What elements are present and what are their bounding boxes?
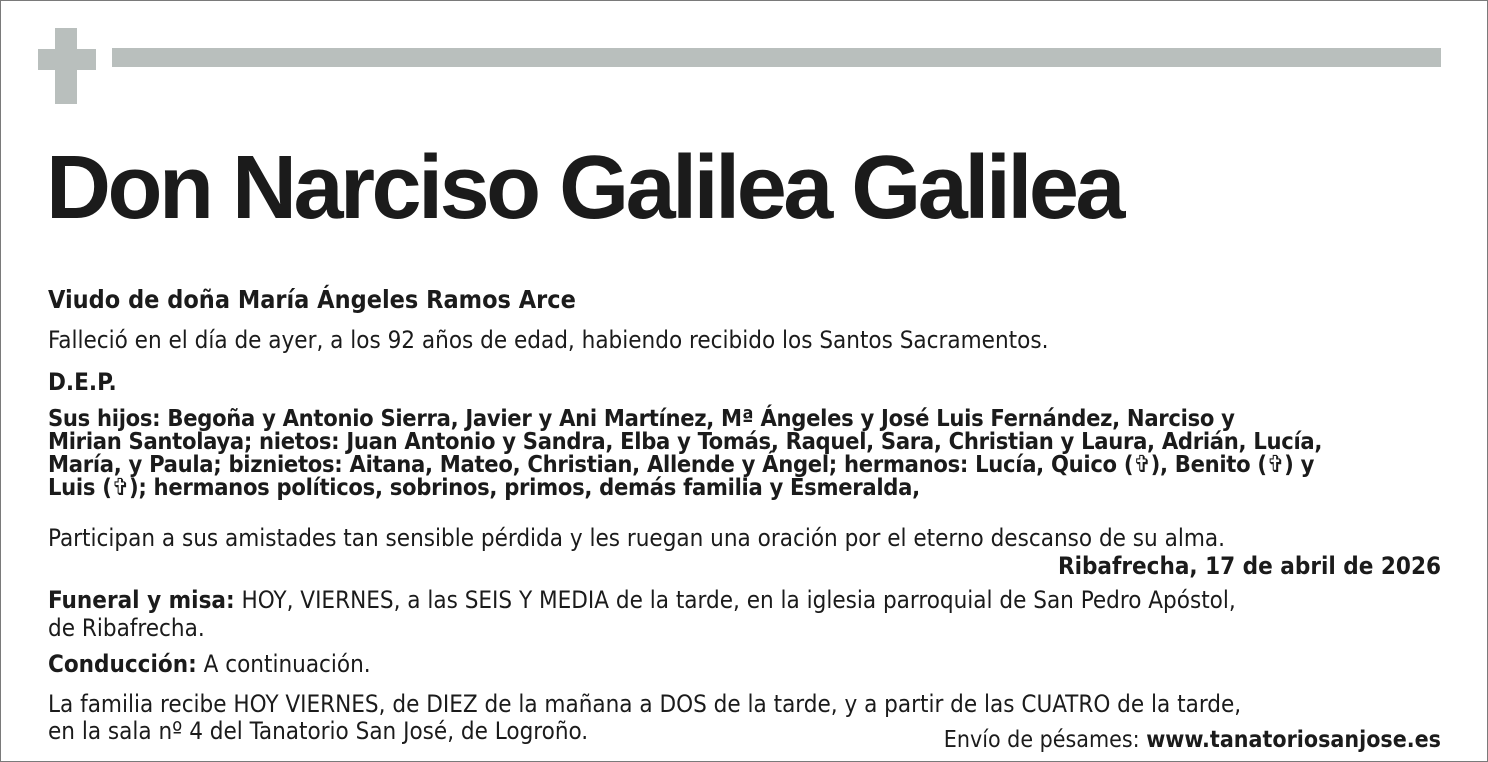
condolences-label: Envío de pésames: [943,727,1147,753]
reception-line2: en la sala nº 4 del Tanatorio San José, de Logroño. [48,717,589,745]
conduction-label: Conducción: [48,650,197,678]
funeral-label: Funeral y misa: [48,586,235,614]
family-list [48,404,1448,502]
family-line: Luis (✞); hermanos políticos, sobrinos, primos, demás familia y Esmeralda, [48,473,920,501]
funeral-info [48,586,1448,614]
family-line: Sus hijos: Begoña y Antonio Sierra, Javier y Ani Martínez, Mª Ángeles y José Luis Fernández, Narciso y [48,404,1235,432]
conduction-info [48,650,1448,678]
cross-icon [38,28,96,104]
condolences-link[interactable]: www.tanatoriosanjose.es [1146,727,1441,753]
funeral-text: HOY, VIERNES, a las SEIS Y MEDIA de la tarde, en la iglesia parroquial de San Pedro Apóstol, [234,586,1236,614]
conduction-text: A continuación. [196,650,371,678]
participation-text: Participan a sus amistades tan sensible pérdida y les ruegan una oración por el eterno descanso de su alma. [48,524,1225,552]
condolences-info [944,727,1441,753]
family-line: María, y Paula; biznietos: Aitana, Mateo, Christian, Allende y Ángel; hermanos: Lucía, Quico (✞), Benito (✞) y [48,450,1315,478]
dep-text: D.E.P. [48,368,117,396]
place-date: Ribafrecha, 17 de abril de 2026 [1057,552,1441,580]
deceased-name: Don Narciso Galilea Galilea [46,138,1122,238]
death-notice: Falleció en el día de ayer, a los 92 años de edad, habiendo recibido los Santos Sacramentos. [48,326,1049,354]
reception-line1: La familia recibe HOY VIERNES, de DIEZ de la mañana a DOS de la tarde, y a partir de las CUATRO de la tarde, [48,690,1242,718]
family-line: Mirian Santolaya; nietos: Juan Antonio y Sandra, Elba y Tomás, Raquel, Sara, Christian y Laura, Adrián, Lucía, [48,427,1323,455]
funeral-text-line2: de Ribafrecha. [48,614,205,642]
widower-line: Viudo de doña María Ángeles Ramos Arce [48,285,576,314]
header-rule [112,48,1441,67]
